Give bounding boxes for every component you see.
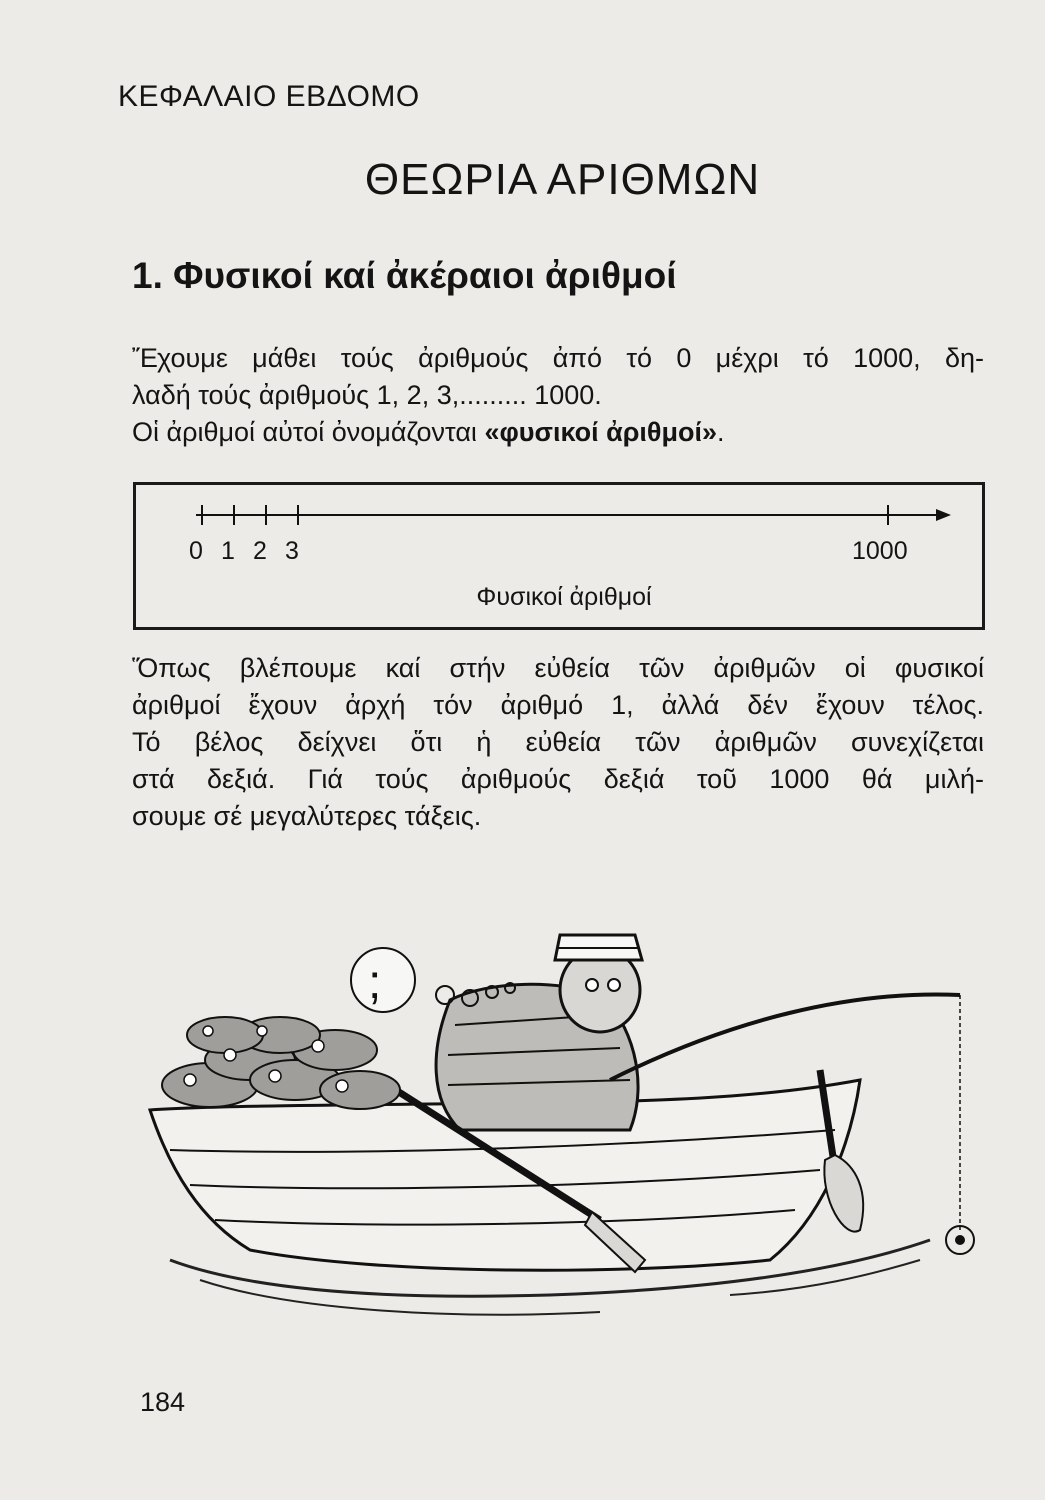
number-line-caption: Φυσικοί ἀριθμοί <box>476 583 652 611</box>
natural-numbers-term: «φυσικοί ἀριθμοί» <box>484 417 718 447</box>
intro-line-1: Ἔχουμε μάθει τούς ἀριθμούς ἀπό τό 0 μέχρι τό 1000, δη- <box>132 343 984 373</box>
tick-label-1: 1 <box>221 537 235 565</box>
explanation-line-4: στά δεξιά. Γιά τούς ἀριθμούς δεξιά τοῦ 1000 θά μιλή- <box>132 764 984 794</box>
explanation-line-5: σουμε σέ μεγαλύτερες τάξεις. <box>132 801 482 831</box>
svg-text:;: ; <box>368 956 382 1009</box>
section-title: Φυσικοί καί ἀκέραιοι ἀριθμοί <box>173 255 677 296</box>
intro-paragraph <box>132 340 984 451</box>
explanation-line-1: Ὅπως βλέπουμε καί στήν εὐθεία τῶν ἀριθμῶν οἱ φυσικοί <box>132 653 984 683</box>
page-title: ΘΕΩΡΙΑ ΑΡΙΘΜΩΝ <box>364 155 761 204</box>
intro-line-3-end: . <box>717 417 725 447</box>
intro-line-3 <box>132 414 984 451</box>
page-number: 184 <box>140 1387 186 1417</box>
tick-label-1000: 1000 <box>852 537 908 565</box>
explanation-paragraph <box>132 650 984 835</box>
intro-line-2: λαδή τούς ἀριθμούς 1, 2, 3,......... 1000. <box>132 380 602 410</box>
chapter-heading: ΚΕΦΑΛΑΙΟ ΕΒΔΟΜΟ <box>118 80 420 113</box>
tick-label-3: 3 <box>285 537 299 565</box>
arrow-head-icon <box>936 509 951 521</box>
intro-line-3-text: Οἱ ἀριθμοί αὐτοί ὀνομάζονται <box>132 417 485 447</box>
tick-label-0: 0 <box>189 537 203 565</box>
section-number: 1. <box>132 255 163 296</box>
fisherman-boat-illustration <box>130 930 990 1330</box>
section-heading <box>132 255 677 297</box>
explanation-line-2: ἀριθμοί ἔχουν ἀρχή τόν ἀριθμό 1, ἀλλά δέν ἔχουν τέλος. <box>132 690 984 720</box>
explanation-line-3: Τό βέλος δείχνει ὅτι ἡ εὐθεία τῶν ἀριθμῶν συνεχίζεται <box>132 727 984 757</box>
tick-label-2: 2 <box>253 537 267 565</box>
